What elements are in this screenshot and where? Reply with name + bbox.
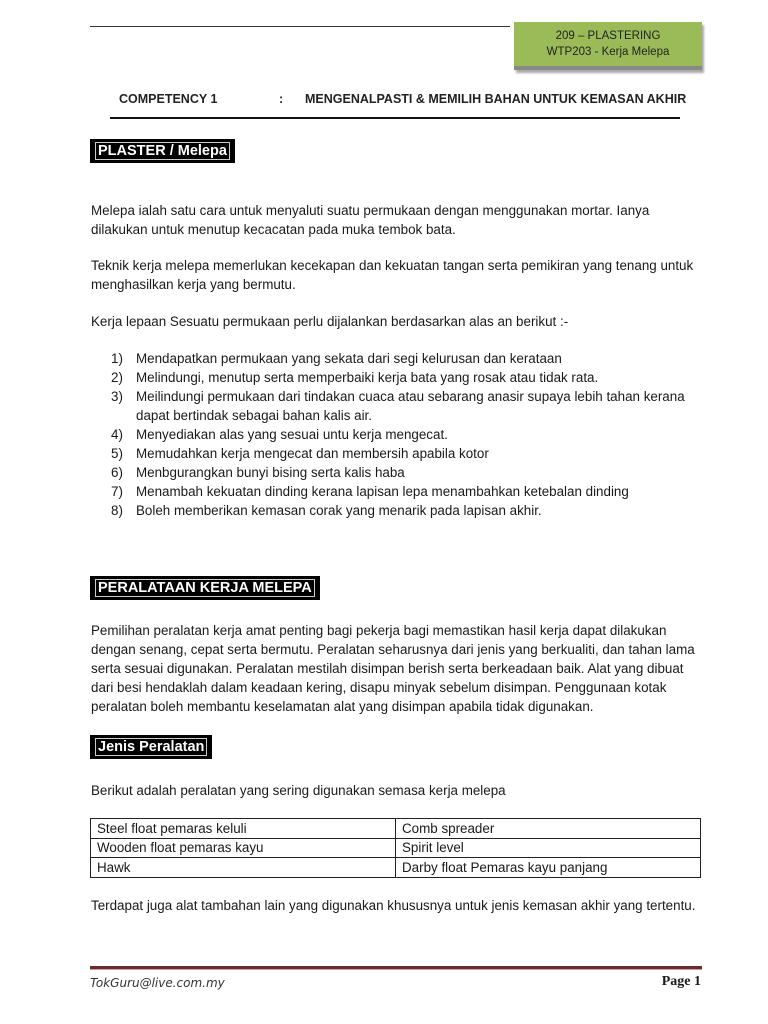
- module-title: WTP203 - Kerja Melepa: [546, 46, 670, 58]
- competency-title: MENGENALPASTI & MEMILIH BAHAN UNTUK KEMASAN AKHIR: [305, 92, 687, 106]
- table-cell: Hawk: [91, 858, 396, 878]
- table-row: [91, 858, 701, 878]
- table-cell: Steel float pemaras keluli: [91, 819, 396, 839]
- paragraph-additional: Terdapat juga alat tambahan lain yang digunakan khususnya untuk jenis kemasan akhir yang tertentu.: [91, 898, 696, 913]
- list-item: 4) Menyediakan alas yang sesuai untu kerja mengecat.: [111, 427, 448, 442]
- header-line: [90, 26, 510, 27]
- section-heading-jenis: [90, 735, 212, 759]
- list-item: 3) Meilindungi permukaan dari tindakan cuaca atau sebarang anasir supaya lebih tahan kerana dapat bertindak sebagai bahan kalis air.: [111, 389, 685, 423]
- list-item: 5) Memudahkan kerja mengecat dan membersih apabila kotor: [111, 446, 489, 461]
- paragraph-reasons-intro: Kerja lepaan Sesuatu permukaan perlu dijalankan berdasarkan alas an berikut :-: [91, 314, 569, 329]
- paragraph-intro: Melepa ialah satu cara untuk menyaluti suatu permukaan dengan menggunakan mortar. Ianya dilakukan untuk menutup kecacatan pada muka tembok bata.: [91, 203, 650, 237]
- paragraph-equipment: Pemilihan peralatan kerja amat penting bagi pekerja bagi memastikan hasil kerja dapat dilakukan dengan senang, cepat serta bermutu. Peralatan seharusnya dari jenis yang berkualiti, dan tahan lama serta sesuai digunakan. Peralatan mestilah disimpan berish serta berkeadaan baik. Alat yang dibuat dari besi hendaklah dalam keadaan kering, disapu minyak sebelum disimpan. Penggunaan kotak peralatan boleh membantu keselamatan alat yang disimpan apabila tidak digunakan.: [91, 623, 695, 714]
- course-header-box: [514, 22, 702, 70]
- course-title: 209 – PLASTERING: [555, 30, 661, 42]
- reasons-list: [91, 349, 701, 520]
- table-row: [91, 819, 701, 839]
- table-cell: Darby float Pemaras kayu panjang: [396, 858, 701, 878]
- footer-rule: [90, 966, 702, 970]
- heading-text: PLASTER / Melepa: [95, 142, 230, 160]
- table-row: [91, 838, 701, 858]
- list-item: 1) Mendapatkan permukaan yang sekata dari segi kelurusan dan kerataan: [111, 351, 562, 366]
- table-cell: Comb spreader: [396, 819, 701, 839]
- table-cell: Wooden float pemaras kayu: [91, 838, 396, 858]
- competency-rule: [110, 117, 680, 119]
- table-cell: Spirit level: [396, 838, 701, 858]
- tools-table: [90, 818, 701, 878]
- footer-email: TokGuru@live.com.my: [90, 976, 225, 990]
- section-heading-peralatan: [90, 576, 320, 600]
- competency-separator: :: [279, 92, 284, 106]
- list-item: 7) Menambah kekuatan dinding kerana lapisan lepa menambahkan ketebalan dinding: [111, 484, 629, 499]
- list-item: 6) Menbgurangkan bunyi bising serta kalis haba: [111, 465, 405, 480]
- heading-text: PERALATAAN KERJA MELEPA: [95, 579, 315, 597]
- paragraph-tools-intro: Berikut adalah peralatan yang sering digunakan semasa kerja melepa: [91, 783, 506, 798]
- paragraph-technique: Teknik kerja melepa memerlukan kecekapan dan kekuatan tangan serta pemikiran yang tenang untuk menghasilkan kerja yang bermutu.: [91, 258, 694, 292]
- list-item: 8) Boleh memberikan kemasan corak yang menarik pada lapisan akhir.: [111, 503, 542, 518]
- section-heading-plaster: [90, 139, 235, 163]
- competency-label: COMPETENCY 1: [119, 92, 218, 106]
- page-number: Page 1: [661, 974, 701, 989]
- heading-text: Jenis Peralatan: [95, 738, 207, 756]
- list-item: 2) Melindungi, menutup serta memperbaiki kerja bata yang rosak atau tidak rata.: [111, 370, 599, 385]
